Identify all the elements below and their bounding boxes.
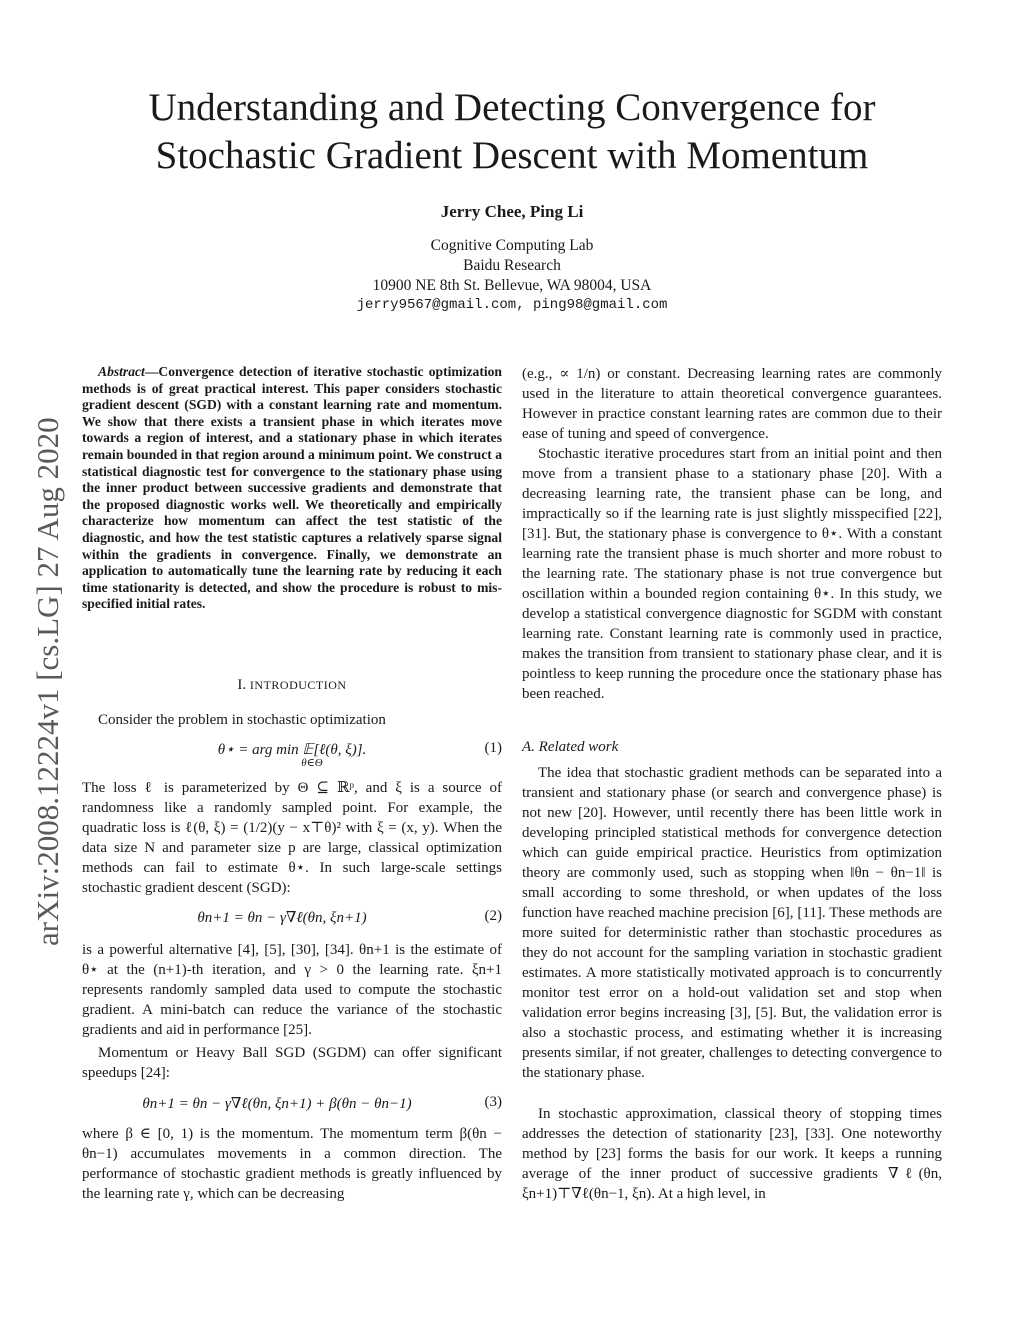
title-line-2: Stochastic Gradient Descent with Momentum: [155, 134, 869, 177]
equation-1: [82, 740, 502, 776]
section-heading-introduction: [82, 677, 502, 694]
section-title: INTRODUCTION: [249, 678, 347, 692]
intro-paragraph-3: is a powerful alternative [4], [5], [30], [34]. θn+1 is the estimate of θ⋆ at the (n+1)-th iteration, and γ > 0 the learning rate. ξn+1 represents randomly sampled data used to compute the stochastic gradient. A mini-batch can reduce the variance of the stochastic gradients and aid in performance [25].: [82, 942, 502, 1038]
equation-1-body: θ⋆ = arg min 𝔼[ℓ(θ, ξ)].: [217, 742, 367, 758]
equation-2-number: (2): [484, 908, 502, 924]
right-paragraph-1: (e.g., ∝ 1/n) or constant. Decreasing learning rates are commonly used in the literature to attain theoretical convergence guarantees. However in practice constant learning rates are common due to their ease of tuning and speed of convergence.: [522, 366, 942, 442]
affiliation-org: Baidu Research: [463, 257, 561, 274]
intro-paragraph-1: Consider the problem in stochastic optimization: [98, 712, 386, 728]
arxiv-identifier: arXiv:2008.12224v1 [cs.LG] 27 Aug 2020: [30, 417, 65, 946]
related-work-paragraph-1: The idea that stochastic gradient methods can be separated into a transient and stationary phase (or search and convergence phase) is not new [20]. However, until recently there has been little work in developing principled statistical methods for convergence detection which can guide empirical practice. Heuristics from optimization theory are commonly used, such as stopping when ‖θn − θn−1‖ is small according to some threshold, or when updates of the loss function have reached machine precision [6], [11]. These methods are more suited for deterministic rather than stochastic procedures as they do not account for the sampling variation in stochastic gradient estimates. A more statistically motivated approach is to concurrently monitor test error on a hold-out validation set and stop when validation error begins increasing [3], [5]. But, the validation error is also a stochastic process, and estimating whether it is increasing presents similar, if not greater, challenges to detecting convergence to the stationary phase.: [522, 765, 942, 1081]
intro-paragraph-4: Momentum or Heavy Ball SGD (SGDM) can offer significant speedups [24]:: [82, 1045, 502, 1081]
equation-3: [82, 1094, 502, 1116]
authors: Jerry Chee, Ping Li: [440, 202, 584, 221]
author-emails: jerry9567@gmail.com, ping98@gmail.com: [356, 297, 668, 313]
intro-paragraph-5: where β ∈ [0, 1) is the momentum. The momentum term β(θn − θn−1) accumulates movements in a common direction. The performance of stochastic gradient methods is greatly influenced by the learning rate γ, which can be decreasing: [82, 1126, 502, 1202]
abstract-text: Convergence detection of iterative stochastic optimization methods is of great practical interest. This paper considers stochastic gradient descent (SGD) with a constant learning rate and momentum. We show that there exists a transient phase in which iterates move towards a region of interest, and a stationary phase in which iterates remain bounded in that region around a minimum point. We construct a statistical diagnostic test for convergence to the stationary phase using the inner product between successive gradients and demonstrate that the proposed diagnostic works well. We theoretically and empirically characterize how momentum can affect the test statistic of the diagnostic, and how the test statistic captures a relatively sparse signal within the gradients in convergence. Finally, we demonstrate an application to automatically tune the learning rate by reducing it each time stationarity is detected, and show the procedure is robust to mis-specified initial rates.: [82, 364, 502, 612]
section-number: I.: [237, 677, 247, 693]
subsection-related-work: A. Related work: [522, 739, 619, 755]
right-paragraph-2: Stochastic iterative procedures start from an initial point and then move from a transient phase to a stationary phase [20]. With a decreasing learning rate, the transient phase can be long, and impractically so if the learning rate is just slightly misspecified [22], [31]. But, the stationary phase is convergence to θ⋆. With a constant learning rate the transient phase is much shorter and more robust to the learning rate. The stationary phase is not true convergence but oscillation within a bounded region containing θ⋆. In this study, we develop a statistical convergence diagnostic for SGDM with constant learning rate. Constant learning rate is commonly used in practice, makes the transition from transient to stationary phase clear, and it is pointless to keep running the procedure once the stationary phase has been reached.: [522, 446, 942, 702]
affiliation-address: 10900 NE 8th St. Bellevue, WA 98004, USA: [372, 277, 652, 294]
equation-2: [82, 908, 502, 930]
equation-2-body: θn+1 = θn − γ∇ℓ(θn, ξn+1): [197, 910, 367, 926]
paper-title: [0, 84, 1024, 180]
abstract: Abstract—Convergence detection of iterative stochastic optimization methods is of great practical interest. This paper considers stochastic gradient descent (SGD) with a constant learning rate and momentum. We show that there exists a transient phase in which iterates move towards a region of interest, and a stationary phase in which iterates remain bounded in that region around a minimum point. We construct a statistical diagnostic test for convergence to the stationary phase using the inner product between successive gradients and demonstrate that the proposed diagnostic works well. We theoretically and empirically characterize how momentum can affect the test statistic of the diagnostic, and how the test statistic captures a relatively sparse signal within the gradients in convergence. Finally, we demonstrate an application to automatically tune the learning rate by reducing it each time stationarity is detected, and show the procedure is robust to mis-specified initial rates.: [82, 364, 502, 612]
related-work-paragraph-2: In stochastic approximation, classical theory of stopping times addresses the detection of stationarity [23], [33]. One noteworthy method by [23] forms the basis for our work. It keeps a running average of the inner product of successive gradients ∇ℓ(θn, ξn+1)⊤∇ℓ(θn−1, ξn). At a high level, in: [522, 1106, 942, 1202]
equation-3-body: θn+1 = θn − γ∇ℓ(θn, ξn+1) + β(θn − θn−1): [142, 1096, 412, 1112]
equation-1-number: (1): [484, 740, 502, 756]
abstract-label: Abstract: [98, 364, 145, 379]
affiliation-lab: Cognitive Computing Lab: [430, 237, 594, 254]
equation-1-subscript: θ∈Θ: [301, 757, 323, 769]
equation-3-number: (3): [484, 1094, 502, 1110]
title-line-1: Understanding and Detecting Convergence for: [148, 86, 876, 129]
intro-paragraph-2: The loss ℓ is parameterized by Θ ⊆ ℝᵖ, and ξ is a source of randomness like a randomly sampled point. For example, the quadratic loss is ℓ(θ, ξ) = (1/2)(y − x⊤θ)² with ξ = (x, y). When the data size N and parameter size p are large, classical optimization methods can fail to estimate θ⋆. In such large-scale settings stochastic gradient descent (SGD):: [82, 780, 502, 896]
